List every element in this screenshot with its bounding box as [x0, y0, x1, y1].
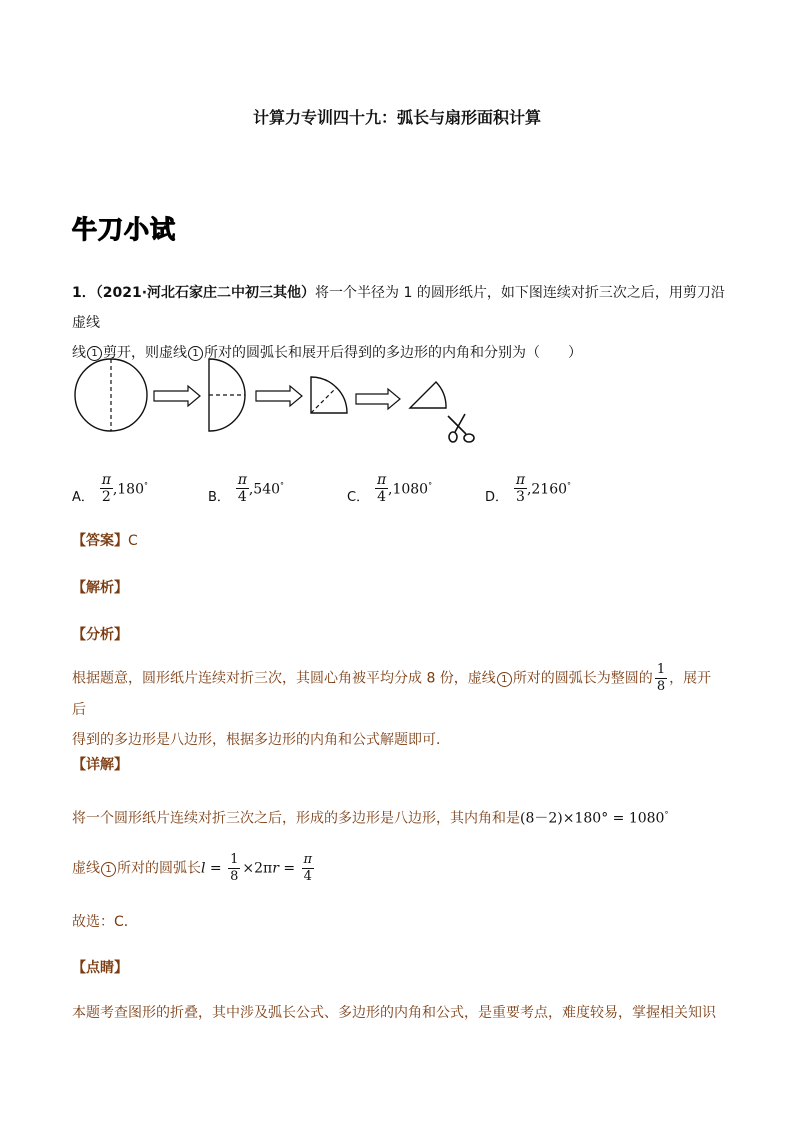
section-heading: 牛刀小试	[72, 215, 177, 244]
answer-value: C	[128, 533, 138, 549]
option-fraction: $\frac{\pi}{4}$	[237, 472, 247, 505]
interior-angle-formula: (8－2)×180° = 1080	[520, 810, 665, 827]
page-title: 计算力专训四十九：弧长与扇形面积计算	[252, 108, 541, 127]
question-text-c: 所对的圆弧长和展开后得到的多边形的内角和分别为（ ）	[204, 345, 582, 361]
option-fraction: $\frac{\pi}{3}$	[515, 472, 526, 505]
fenxi-tag: 【分析】	[72, 627, 128, 643]
circled-one-marker: 1	[188, 346, 203, 361]
arrow-shape	[356, 389, 400, 409]
circled-one-marker: 1	[87, 346, 102, 361]
arrow-shape	[256, 386, 302, 406]
dashed-fold-line	[311, 388, 336, 413]
folding-diagram	[70, 350, 490, 450]
circled-one-marker: 1	[497, 672, 512, 687]
option-a[interactable]: A． $\frac{\pi}{2}$ ,180°	[72, 472, 148, 505]
answer-options	[72, 472, 732, 512]
dianjing-text: 本题考查图形的折叠，其中涉及弧长公式、多边形的内角和公式，是重要考点，难度较易，掌握相关知识	[72, 1005, 716, 1021]
eighth-sector-shape	[410, 382, 446, 408]
option-fraction: $\frac{\pi}{2}$	[101, 472, 111, 505]
question-text-b: 剪开，则虚线	[103, 345, 187, 361]
option-d[interactable]: D． $\frac{\pi}{3}$ ,2160°	[485, 472, 572, 505]
option-c[interactable]: C． $\frac{\pi}{4}$ ,1080°	[347, 472, 433, 505]
arrow-shape	[154, 386, 200, 406]
xiangjie-tag: 【详解】	[72, 757, 128, 773]
xiangjie-line-1: 将一个圆形纸片连续对折三次之后，形成的多边形是八边形，其内角和是(8－2)×180° = 1080°	[72, 810, 669, 827]
fenxi-text: 根据题意，圆形纸片连续对折三次，其圆心角被平均分成 8 份，虚线 1 所对的圆弧长为整圆的 $\frac{1}{8}$ ，展开后 得到的多边形是八边形，根据多边形的内角和公式解题即可．	[72, 662, 712, 748]
circled-one-marker: 1	[101, 862, 116, 877]
fraction-pi-over-four: $\frac{\pi}{4}$	[303, 852, 312, 884]
dianjing-tag: 【点睛】	[72, 960, 128, 976]
question-1: 1．（2021·河北石家庄二中初三其他）将一个半径为 1 的圆形纸片，如下图连续对折三次之后，用剪刀沿虚线 线 1 剪开，则虚线 1 所对的圆弧长和展开后得到的多边形的内角和分别为（ ）	[72, 285, 725, 361]
question-number: 1．	[72, 285, 96, 301]
option-b[interactable]: B． $\frac{\pi}{4}$ ,540°	[208, 472, 285, 505]
analysis-tag: 【解析】	[72, 580, 128, 596]
guxuan-line: 故选：C．	[72, 914, 138, 930]
fraction-one-eighth: $\frac{1}{8}$	[656, 662, 666, 694]
xiangjie-line-2: 虚线 1 所对的圆弧长l = $\frac{1}{8}$ ×2πr = $\frac{\pi}{4}$	[72, 852, 312, 884]
option-fraction: $\frac{\pi}{4}$	[376, 472, 387, 505]
answer-line: 【答案】C	[72, 533, 138, 549]
question-text-a: 将一个半径为 1 的圆形纸片，如下图连续对折三次之后，用剪刀沿虚线	[72, 285, 725, 331]
scissors-icon	[448, 414, 474, 442]
question-source: （2021·河北石家庄二中初三其他）	[95, 285, 316, 301]
fraction-one-eighth: $\frac{1}{8}$	[230, 852, 239, 884]
